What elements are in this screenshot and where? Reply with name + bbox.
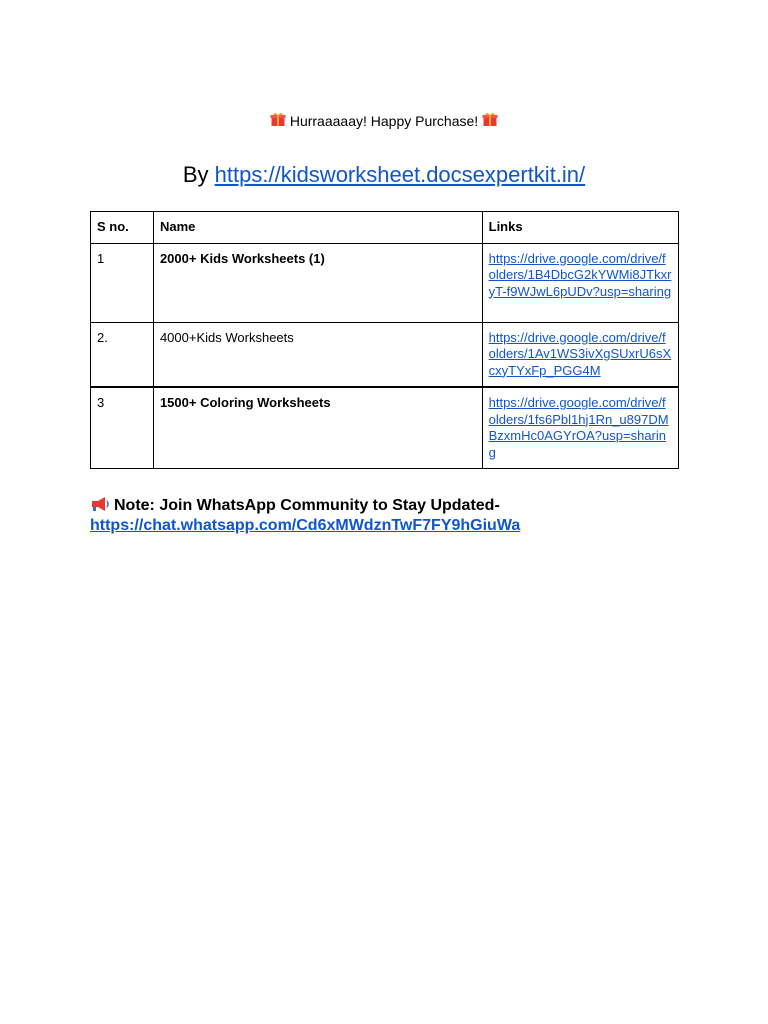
table-header-row — [91, 212, 679, 244]
cell-sno: 1 — [91, 243, 154, 322]
note-text: Note: Join WhatsApp Community to Stay Updated- — [114, 497, 500, 514]
website-link[interactable]: https://kidsworksheet.docsexpertkit.in/ — [214, 162, 586, 187]
table-row — [91, 387, 679, 469]
cell-name: 4000+Kids Worksheets — [153, 322, 482, 387]
header-sno: S no. — [91, 212, 154, 244]
greeting-line — [0, 111, 768, 132]
table-row — [91, 243, 679, 322]
drive-link[interactable]: https://drive.google.com/drive/folders/1Av1WS3ivXgSUxrU6sXcxyTYxFp_PGG4M — [488, 329, 672, 378]
header-name: Name — [153, 212, 482, 244]
megaphone-icon — [90, 496, 110, 512]
cell-name: 2000+ Kids Worksheets (1) — [153, 243, 482, 322]
cell-link — [482, 322, 678, 387]
whatsapp-note — [90, 496, 690, 536]
drive-link[interactable]: https://drive.google.com/drive/folders/1B4DbcG2kYWMi8JTkxryT-f9WJwL6pUDv?usp=sharing — [488, 250, 672, 299]
cell-sno: 3 — [91, 387, 154, 469]
byline-prefix: By — [182, 162, 209, 187]
greeting-text: Hurraaaaay! Happy Purchase! — [289, 113, 479, 129]
header-links: Links — [482, 212, 678, 244]
byline — [0, 161, 768, 189]
cell-sno: 2. — [91, 322, 154, 387]
cell-link — [482, 243, 678, 322]
cell-link — [482, 387, 678, 469]
gift-icon — [270, 111, 286, 132]
cell-name: 1500+ Coloring Worksheets — [153, 387, 482, 469]
drive-link[interactable]: https://drive.google.com/drive/folders/1fs6Pbl1hj1Rn_u897DMBzxmHc0AGYrOA?usp=sharing — [488, 395, 669, 460]
gift-icon — [482, 111, 498, 132]
table-row — [91, 322, 679, 387]
worksheets-table — [90, 211, 679, 469]
whatsapp-link[interactable]: https://chat.whatsapp.com/Cd6xMWdznTwF7FY9hGiuWa — [90, 517, 521, 534]
